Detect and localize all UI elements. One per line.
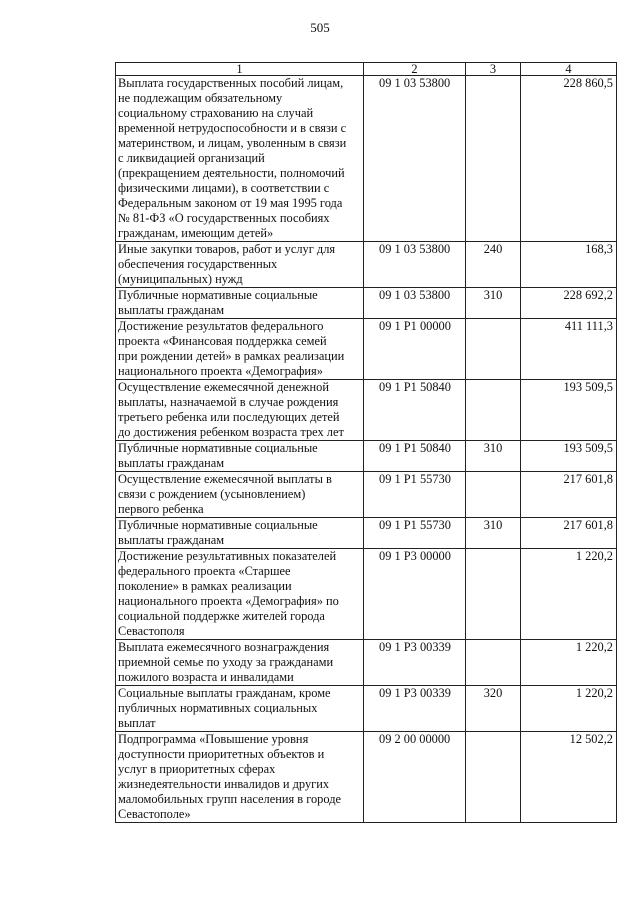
row-type: 310 (466, 518, 521, 549)
row-name: Осуществление ежемесячной выплаты в связи с рождением (усыновлением) первого ребенка (116, 472, 364, 518)
table-header-row (116, 63, 617, 76)
row-name: Выплата государственных пособий лицам, не подлежащим обязательному социальному страхованию на случай временной нетрудоспособности и в связи с материнством, и лицам, уволенным в связи с ликвидацией организаций (прекращением деятельности, полномочий физическими лицами), в соответствии с Федеральным законом от 19 мая 1995 года № 81-ФЗ «О государственных пособиях гражданам, имеющим детей» (116, 76, 364, 242)
row-sum: 1 220,2 (521, 686, 617, 732)
row-sum: 12 502,2 (521, 732, 617, 823)
row-type (466, 732, 521, 823)
row-sum: 411 111,3 (521, 319, 617, 380)
row-code: 09 1 03 53800 (364, 76, 466, 242)
row-sum: 217 601,8 (521, 472, 617, 518)
row-sum: 168,3 (521, 242, 617, 288)
row-type: 320 (466, 686, 521, 732)
row-code: 09 1 03 53800 (364, 288, 466, 319)
row-type (466, 472, 521, 518)
row-code: 09 1 P1 55730 (364, 518, 466, 549)
table-row (116, 686, 617, 732)
header-col-1: 1 (116, 63, 364, 76)
table-row (116, 518, 617, 549)
row-code: 09 2 00 00000 (364, 732, 466, 823)
row-sum: 1 220,2 (521, 640, 617, 686)
header-col-2: 2 (364, 63, 466, 76)
row-name: Иные закупки товаров, работ и услуг для обеспечения государственных (муниципальных) нужд (116, 242, 364, 288)
table-row (116, 472, 617, 518)
table-row (116, 380, 617, 441)
row-sum: 1 220,2 (521, 549, 617, 640)
row-code: 09 1 P3 00339 (364, 640, 466, 686)
row-name: Осуществление ежемесячной денежной выплаты, назначаемой в случае рождения третьего ребенка или последующих детей до достижения ребенком возраста трех лет (116, 380, 364, 441)
row-name: Социальные выплаты гражданам, кроме публичных нормативных социальных выплат (116, 686, 364, 732)
row-sum: 193 509,5 (521, 380, 617, 441)
row-sum: 228 692,2 (521, 288, 617, 319)
row-code: 09 1 P1 00000 (364, 319, 466, 380)
row-code: 09 1 03 53800 (364, 242, 466, 288)
row-code: 09 1 P3 00000 (364, 549, 466, 640)
row-code: 09 1 P1 55730 (364, 472, 466, 518)
row-code: 09 1 P3 00339 (364, 686, 466, 732)
header-col-4: 4 (521, 63, 617, 76)
row-sum: 228 860,5 (521, 76, 617, 242)
row-code: 09 1 P1 50840 (364, 380, 466, 441)
row-code: 09 1 P1 50840 (364, 441, 466, 472)
row-type: 310 (466, 441, 521, 472)
row-type (466, 549, 521, 640)
row-name: Выплата ежемесячного вознаграждения приемной семье по уходу за гражданами пожилого возраста и инвалидами (116, 640, 364, 686)
row-name: Публичные нормативные социальные выплаты гражданам (116, 518, 364, 549)
table-row (116, 319, 617, 380)
table-row (116, 76, 617, 242)
row-type: 240 (466, 242, 521, 288)
table-row (116, 441, 617, 472)
row-sum: 193 509,5 (521, 441, 617, 472)
row-name: Публичные нормативные социальные выплаты гражданам (116, 288, 364, 319)
row-name: Подпрограмма «Повышение уровня доступности приоритетных объектов и услуг в приоритетных сферах жизнедеятельности инвалидов и других маломобильных групп населения в городе Севастополе» (116, 732, 364, 823)
table-row (116, 288, 617, 319)
row-type (466, 640, 521, 686)
header-col-3: 3 (466, 63, 521, 76)
row-type (466, 380, 521, 441)
page-number: 505 (310, 20, 330, 35)
table-row (116, 732, 617, 823)
row-name: Публичные нормативные социальные выплаты гражданам (116, 441, 364, 472)
row-type (466, 319, 521, 380)
budget-table (115, 62, 617, 823)
table-row (116, 242, 617, 288)
row-type (466, 76, 521, 242)
table-row (116, 640, 617, 686)
row-type: 310 (466, 288, 521, 319)
table-row (116, 549, 617, 640)
row-name: Достижение результативных показателей федерального проекта «Старшее поколение» в рамках реализации национального проекта «Демография» по социальной поддержке жителей города Севастополя (116, 549, 364, 640)
row-sum: 217 601,8 (521, 518, 617, 549)
row-name: Достижение результатов федерального проекта «Финансовая поддержка семей при рождении детей» в рамках реализации национального проекта «Демография» (116, 319, 364, 380)
